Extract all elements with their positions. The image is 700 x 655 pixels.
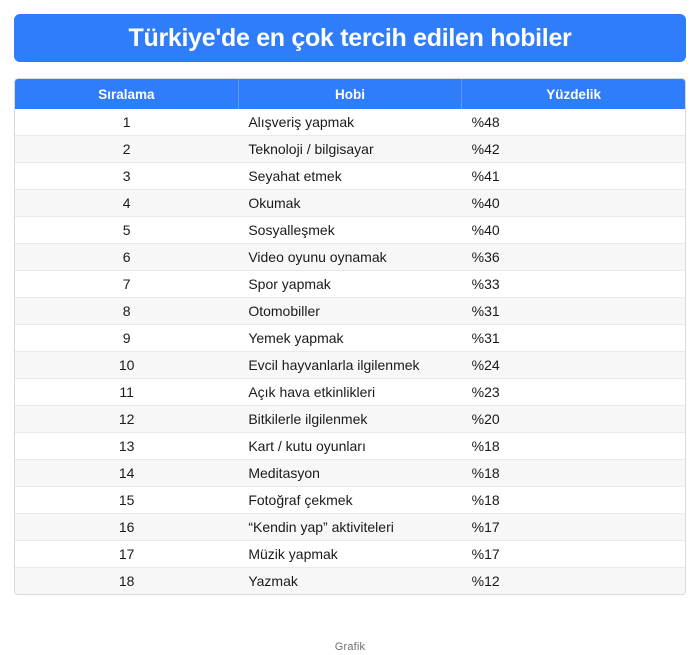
cell-percentage: %31 — [462, 298, 685, 325]
cell-hobby: Meditasyon — [238, 460, 461, 487]
cell-hobby: Otomobiller — [238, 298, 461, 325]
cell-percentage: %31 — [462, 325, 685, 352]
cell-hobby: Yemek yapmak — [238, 325, 461, 352]
cell-rank: 18 — [15, 568, 238, 595]
cell-hobby: Seyahat etmek — [238, 163, 461, 190]
cell-rank: 14 — [15, 460, 238, 487]
column-header-percentage: Yüzdelik — [462, 79, 685, 109]
table-row — [15, 433, 685, 460]
table-row — [15, 190, 685, 217]
cell-percentage: %23 — [462, 379, 685, 406]
cell-percentage: %18 — [462, 433, 685, 460]
cell-rank: 2 — [15, 136, 238, 163]
table-row — [15, 136, 685, 163]
table-row — [15, 271, 685, 298]
cell-hobby: Okumak — [238, 190, 461, 217]
table-row — [15, 541, 685, 568]
cell-percentage: %48 — [462, 109, 685, 136]
table-row — [15, 163, 685, 190]
cell-rank: 13 — [15, 433, 238, 460]
cell-percentage: %18 — [462, 460, 685, 487]
cell-rank: 3 — [15, 163, 238, 190]
cell-hobby: Spor yapmak — [238, 271, 461, 298]
infographic-page — [0, 14, 700, 655]
table-row — [15, 325, 685, 352]
cell-hobby: Kart / kutu oyunları — [238, 433, 461, 460]
cell-rank: 17 — [15, 541, 238, 568]
cell-hobby: Müzik yapmak — [238, 541, 461, 568]
cell-hobby: Bitkilerle ilgilenmek — [238, 406, 461, 433]
cell-percentage: %17 — [462, 541, 685, 568]
table-header-row — [15, 79, 685, 109]
cell-hobby: Alışveriş yapmak — [238, 109, 461, 136]
cell-rank: 4 — [15, 190, 238, 217]
cell-percentage: %17 — [462, 514, 685, 541]
cell-percentage: %40 — [462, 190, 685, 217]
table-row — [15, 487, 685, 514]
cell-rank: 15 — [15, 487, 238, 514]
table-header — [15, 79, 685, 109]
table-row — [15, 460, 685, 487]
cell-percentage: %24 — [462, 352, 685, 379]
cell-percentage: %41 — [462, 163, 685, 190]
cell-rank: 16 — [15, 514, 238, 541]
hobby-table-container — [14, 78, 686, 595]
cell-percentage: %12 — [462, 568, 685, 595]
cell-percentage: %40 — [462, 217, 685, 244]
cell-hobby: Sosyalleşmek — [238, 217, 461, 244]
cell-rank: 12 — [15, 406, 238, 433]
cell-hobby: Teknoloji / bilgisayar — [238, 136, 461, 163]
cell-rank: 10 — [15, 352, 238, 379]
cell-rank: 11 — [15, 379, 238, 406]
hobby-table — [15, 79, 685, 594]
cell-percentage: %36 — [462, 244, 685, 271]
table-body — [15, 109, 685, 594]
table-row — [15, 244, 685, 271]
table-row — [15, 352, 685, 379]
cell-rank: 8 — [15, 298, 238, 325]
footer-caption: Grafik — [334, 641, 366, 653]
cell-rank: 1 — [15, 109, 238, 136]
table-row — [15, 568, 685, 595]
cell-hobby: Video oyunu oynamak — [238, 244, 461, 271]
cell-hobby: Yazmak — [238, 568, 461, 595]
table-row — [15, 217, 685, 244]
cell-hobby: “Kendin yap” aktiviteleri — [238, 514, 461, 541]
cell-percentage: %20 — [462, 406, 685, 433]
title-bar — [14, 14, 686, 62]
cell-rank: 9 — [15, 325, 238, 352]
column-header-hobby: Hobi — [238, 79, 461, 109]
table-row — [15, 514, 685, 541]
table-row — [15, 406, 685, 433]
table-row — [15, 298, 685, 325]
cell-percentage: %33 — [462, 271, 685, 298]
cell-rank: 5 — [15, 217, 238, 244]
cell-hobby: Evcil hayvanlarla ilgilenmek — [238, 352, 461, 379]
cell-percentage: %42 — [462, 136, 685, 163]
cell-rank: 6 — [15, 244, 238, 271]
cell-percentage: %18 — [462, 487, 685, 514]
table-row — [15, 109, 685, 136]
cell-rank: 7 — [15, 271, 238, 298]
column-header-rank: Sıralama — [15, 79, 238, 109]
cell-hobby: Açık hava etkinlikleri — [238, 379, 461, 406]
table-row — [15, 379, 685, 406]
cell-hobby: Fotoğraf çekmek — [238, 487, 461, 514]
page-title: Türkiye'de en çok tercih edilen hobiler — [128, 23, 572, 52]
